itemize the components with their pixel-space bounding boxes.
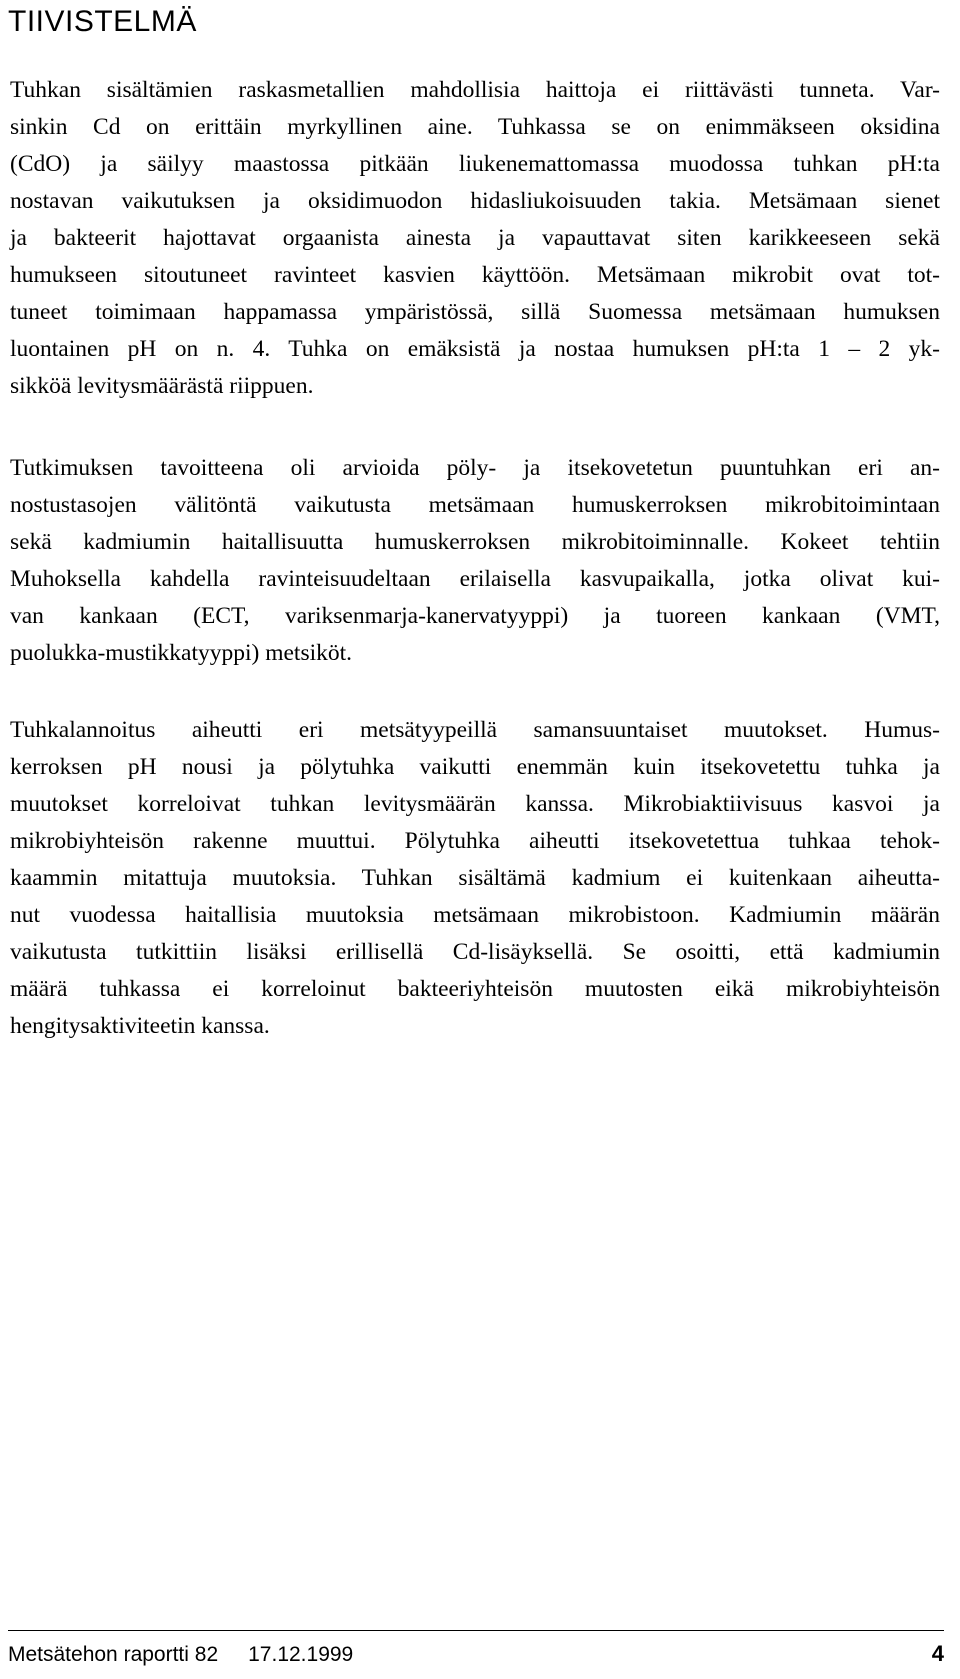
paragraph-line: sinkin Cd on erittäin myrkyllinen aine. Tuhkassa se on enimmäkseen oksidina	[10, 114, 940, 140]
paragraph-1	[10, 72, 940, 405]
page-heading: TIIVISTELMÄ	[8, 5, 197, 38]
page-number: 4	[931, 1641, 944, 1666]
footer-info	[8, 1643, 353, 1667]
paragraph-line: ja bakteerit hajottavat orgaanista ainesta ja vapauttavat siten karikkeeseen sekä	[10, 225, 940, 251]
paragraph-line: puolukka-mustikkatyyppi) metsiköt.	[10, 640, 353, 666]
paragraph-line: humukseen sitoutuneet ravinteet kasvien käyttöön. Metsämaan mikrobit ovat tot-	[10, 262, 940, 288]
page-footer	[8, 1630, 944, 1671]
paragraph-line: nut vuodessa haitallisia muutoksia metsämaan mikrobistoon. Kadmiumin määrän	[10, 902, 940, 928]
paragraph-line: muutokset korreloivat tuhkan levitysmäärän kanssa. Mikrobiaktiivisuus kasvoi ja	[10, 791, 940, 817]
paragraph-line: kaammin mitattuja muutoksia. Tuhkan sisältämä kadmium ei kuitenkaan aiheutta-	[10, 865, 940, 891]
paragraph-3	[10, 712, 940, 1045]
paragraph-line: nostustasojen välitöntä vaikutusta metsämaan humuskerroksen mikrobitoimintaan	[10, 492, 940, 518]
paragraph-line: määrä tuhkassa ei korreloinut bakteeriyhteisön muutosten eikä mikrobiyhteisön	[10, 976, 940, 1002]
footer-date: 17.12.1999	[248, 1643, 354, 1666]
paragraph-line: Tuhkan sisältämien raskasmetallien mahdollisia haittoja ei riittävästi tunneta. Var-	[10, 77, 940, 103]
paragraph-line: van kankaan (ECT, variksenmarja-kanervatyyppi) ja tuoreen kankaan (VMT,	[10, 603, 940, 629]
paragraph-line: Muhoksella kahdella ravinteisuudeltaan erilaisella kasvupaikalla, jotka olivat kui-	[10, 566, 940, 592]
paragraph-line: sikköä levitysmäärästä riippuen.	[10, 373, 314, 399]
paragraph-line: mikrobiyhteisön rakenne muuttui. Pölytuhka aiheutti itsekovetettua tuhkaa tehok-	[10, 828, 940, 854]
paragraph-line: kerroksen pH nousi ja pölytuhka vaikutti enemmän kuin itsekovetettu tuhka ja	[10, 754, 940, 780]
paragraph-line: luontainen pH on n. 4. Tuhka on emäksistä ja nostaa humuksen pH:ta 1 – 2 yk-	[10, 336, 940, 362]
paragraph-line: Tutkimuksen tavoitteena oli arvioida pöly- ja itsekovetetun puuntuhkan eri an-	[10, 455, 940, 481]
paragraph-line: vaikutusta tutkittiin lisäksi erillisellä Cd-lisäyksellä. Se osoitti, että kadmiumin	[10, 939, 940, 965]
paragraph-line: sekä kadmiumin haitallisuutta humuskerroksen mikrobitoiminnalle. Kokeet tehtiin	[10, 529, 940, 555]
paragraph-line: (CdO) ja säilyy maastossa pitkään liukenemattomassa muodossa tuhkan pH:ta	[10, 151, 940, 177]
paragraph-line: nostavan vaikutuksen ja oksidimuodon hidasliukoisuuden takia. Metsämaan sienet	[10, 188, 940, 214]
paragraph-2	[10, 450, 940, 672]
paragraph-line: hengitysaktiviteetin kanssa.	[10, 1013, 270, 1039]
paragraph-line: Tuhkalannoitus aiheutti eri metsätyypeillä samansuuntaiset muutokset. Humus-	[10, 717, 940, 743]
paragraph-line: tuneet toimimaan happamassa ympäristössä, sillä Suomessa metsämaan humuksen	[10, 299, 940, 325]
footer-publication: Metsätehon raportti 82	[8, 1643, 219, 1666]
